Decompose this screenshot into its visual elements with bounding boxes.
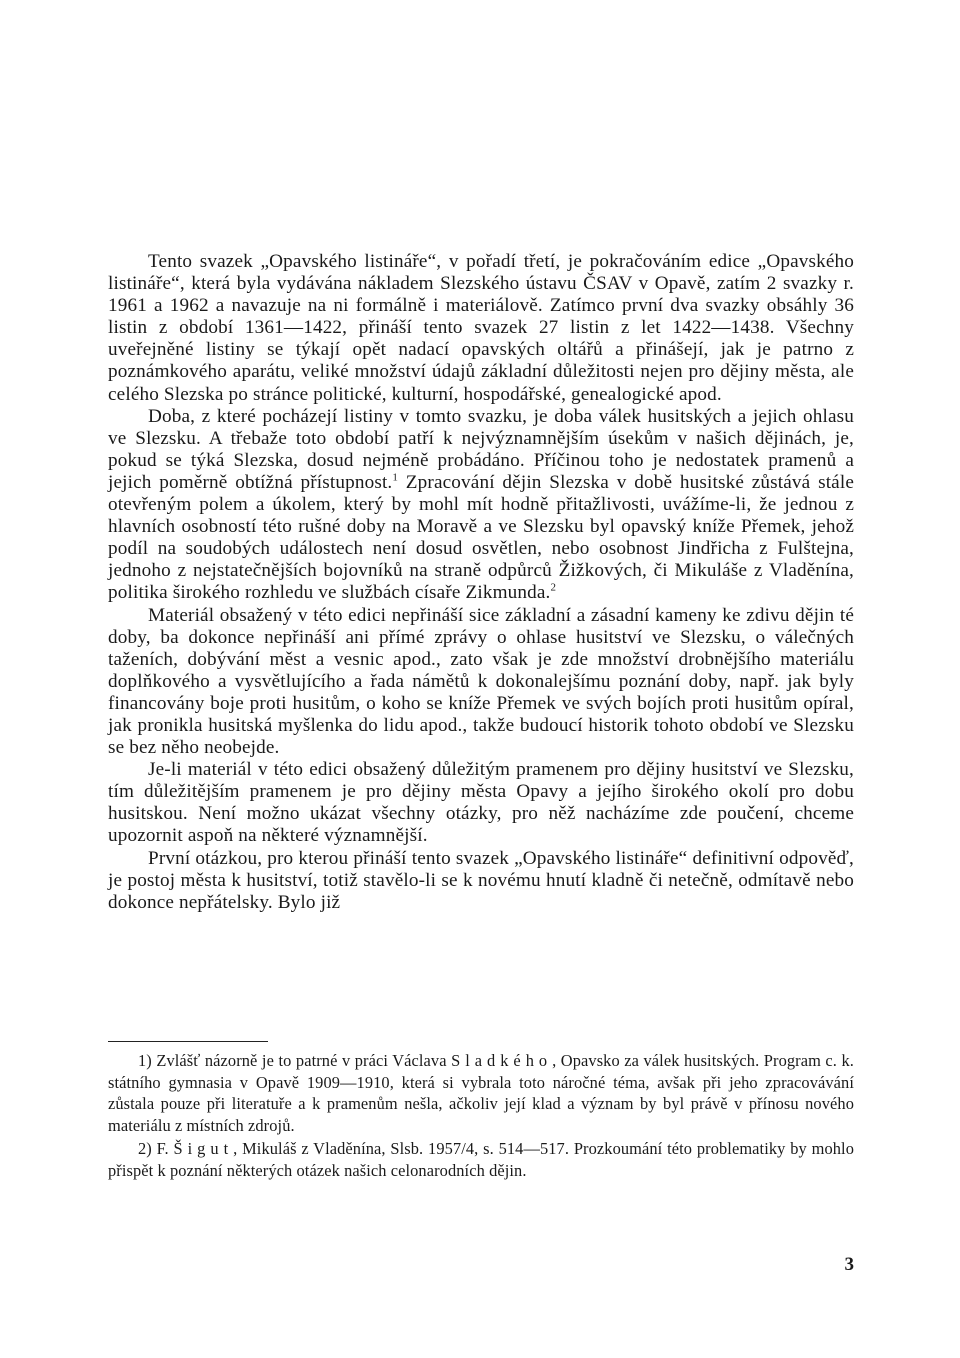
footnote-2-part-1: F. [151,1139,174,1159]
paragraph-4: Je-li materiál v této edici obsažený důležitým pramenem pro dějiny husitství ve Slezsku, tím důležitějším pramenem je pro dějiny města Opavy a jejího širokého okolí pro dobu husitskou. Není možno ukázat všechny otázky, pro něž nacházíme zde poučení, chceme upozornit aspoň na některé významnější. [108,759,854,847]
paragraph-3: Materiál obsažený v této edici nepřináší sice základní a zásadní kameny ke zdivu dějin té doby, ba dokonce nepřináší ani přímé zprávy o ohlase husitství ve Slezsku, o válečných taženích, dobývání měst a vesnic apod., zato však je zde množství drobnějšího materiálu doplňkového a vysvětlujícího a řada námětů k dokonalejšímu poznání doby, např. jak byly financovány boje proti husitům, o koho se kníže Přemek ve svých bojích proti husitům opíral, jak pronikla husitská myšlenka do lidu apod., takže budoucí historik tohoto období ve Slezsku se bez něho neobejde. [108,604,854,759]
footnote-1 [108,1050,854,1136]
paragraph-2 [108,406,854,605]
footnote-ref-1: 1 [392,471,399,484]
paragraph-1: Tento svazek „Opavského listináře“, v pořadí třetí, je pokračováním edice „Opavského listináře“, která byla vydávána nákladem Slezského ústavu ČSAV v Opavě, zatím 2 svazky r. 1961 a 1962 a navazuje na ni formálně i materiálově. Zatímco první dva svazky obsáhly 36 listin z období 1361—1422, přináší tento svazek 27 listin z let 1422—1438. Všechny uveřejněné listiny se týkají opět nadací opavských oltářů a přinášejí, jak je patrno z poznámkového aparátu, veliké množství údajů základní důležitosti nejen pro dějiny města, ale celého Slezska po stránce politické, kulturní, hospodářské, genealogické apod. [108,251,854,405]
footnote-2 [108,1138,854,1181]
footnotes [108,1050,854,1184]
page-number: 3 [844,1254,854,1275]
main-text [108,251,854,914]
footnote-1-part-2: , Opavsko za válek husitských. Program c. k. státního gymnasia v Opavě 1909—1910, která si vybrala toto náročné téma, avšak při jeho zpracovávání zůstala pouze při literatuře a k pramenům nešla, ačkoliv její klad a význam by byl právě v přínosu nového materiálu z místních zdrojů. [108,1051,854,1135]
paragraph-2-part-1: Doba, z které pocházejí listiny v tomto svazku, je doba válek husitských a jejich ohlasu ve Slezsku. A třebaže toto období patří k nejvýznamnějším úsekům v našich dějinách, je, pokud se týká Slezska, dosud nejméně probádáno. Příčinou toho je nedostatek pramenů a jejich poměrně obtížná přístupnost. [108,405,854,493]
paragraph-5: První otázkou, pro kterou přináší tento svazek „Opavského listináře“ definitivní odpověď, je postoj města k husitství, totiž stavělo-li se k novému hnutí kladně či netečně, odmítavě nebo dokonce nepřátelsky. Bylo již [108,847,854,913]
footnote-ref-2: 2 [550,582,557,595]
footnote-divider [108,1041,268,1042]
paragraph-2-part-2: Zpracování dějin Slezska v době husitské zůstává stále otevřeným polem a úkolem, který by mohl mít hodně přitažlivosti, uvážíme-li, že jednou z hlavních osobností této rušné doby na Moravě a ve Slezsku byl opavský kníže Přemek, jehož podíl na soudobých událostech není dosud osvětlen, nebo osobnost Jindřicha z Fulštejna, jednoho z nejstatečnějších bojovníků na straně odpůrců Žižkových, či Mikuláše z Vladěnína, politika širokého rozhledu ve službách císaře Zikmunda. [108,471,854,604]
footnote-1-part-1: Zvlášť názorně je to patrné v práci Václava [151,1051,452,1070]
footnote-1-author: Sladkého [451,1051,553,1070]
footnote-1-marker: 1) [138,1051,152,1070]
footnote-2-part-2: , Mikuláš z Vladěnína, Slsb. 1957/4, s. 514—517. Prozkoumání této problematiky by mohlo přispět k poznání některých otázek našich celonarodních dějin. [108,1139,854,1180]
footnote-2-author: Šigut [173,1139,234,1159]
footnote-2-marker: 2) [138,1139,152,1159]
